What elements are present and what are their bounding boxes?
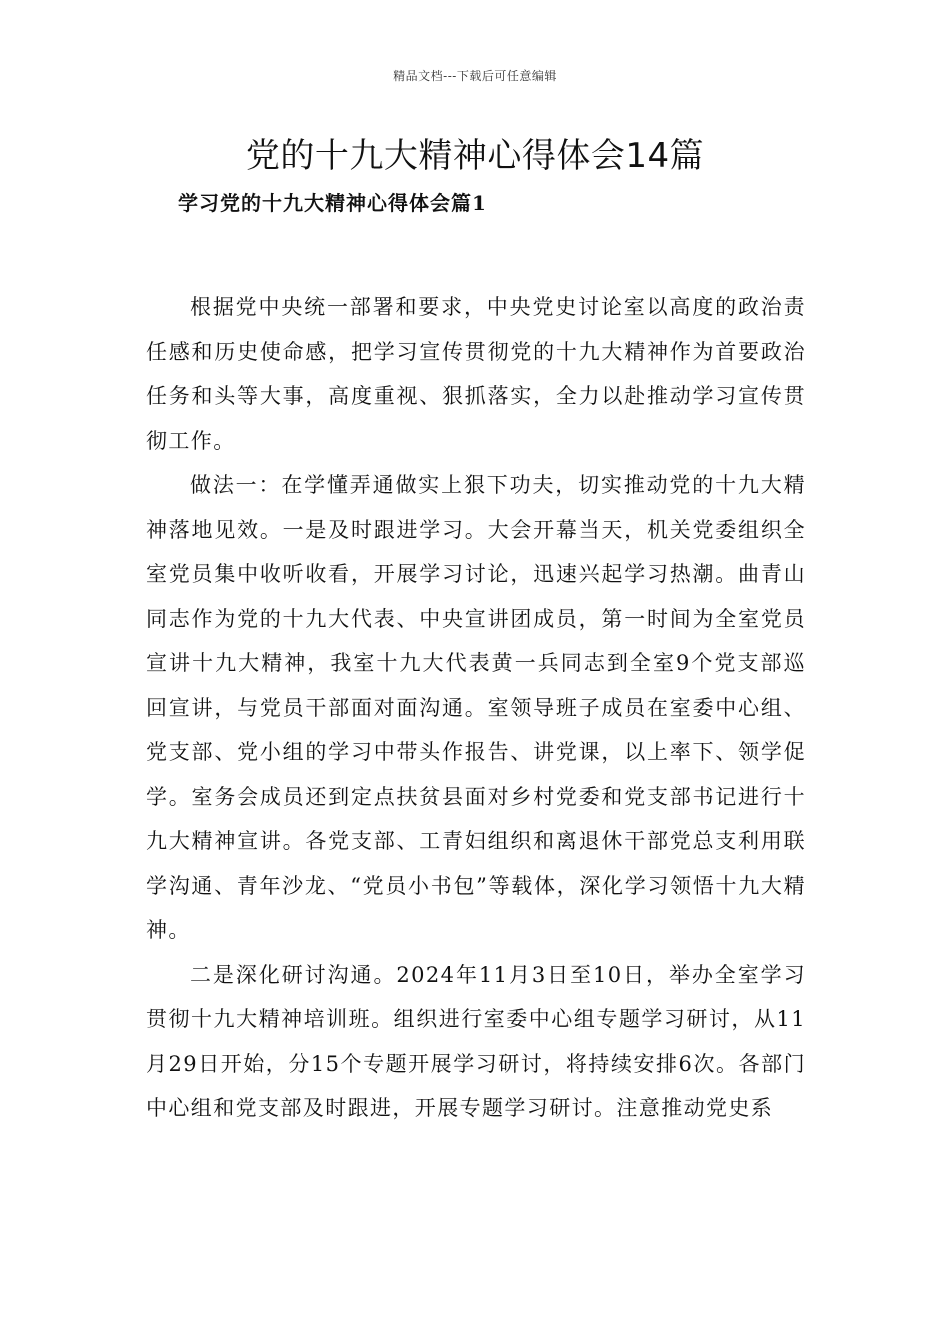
paragraph-1: 根据党中央统一部署和要求，中央党史讨论室以高度的政治责任感和历史使命感，把学习宣传贯彻党的十九大精神作为首要政治任务和头等大事，高度重视、狠抓落实，全力以赴推动学习宣传贯彻工作。 — [146, 295, 806, 453]
paragraph-3: 二是深化研讨沟通。2024年11月3日至10日，举办全室学习贯彻十九大精神培训班。组织进行室委中心组专题学习研讨，从11月29日开始，分15个专题开展学习研讨，将持续安排6次。各部门中心组和党支部及时跟进，开展专题学习研讨。注意推动党史系 — [146, 962, 806, 1120]
document-body — [146, 285, 806, 1131]
header-note: 精品文档---下载后可任意编辑 — [393, 69, 557, 83]
document-title: 党的十九大精神心得体会14篇 — [245, 136, 705, 176]
paragraph-2: 做法一：在学懂弄通做实上狠下功夫，切实推动党的十九大精神落地见效。一是及时跟进学习。大会开幕当天，机关党委组织全室党员集中收听收看，开展学习讨论，迅速兴起学习热潮。曲青山同志作为党的十九大代表、中央宣讲团成员，第一时间为全室党员宣讲十九大精神，我室十九大代表黄一兵同志到全室9个党支部巡回宣讲，与党员干部面对面沟通。室领导班子成员在室委中心组、党支部、党小组的学习中带头作报告、讲党课，以上率下、领学促学。室务会成员还到定点扶贫县面对乡村党委和党支部书记进行十九大精神宣讲。各党支部、工青妇组织和离退休干部党总支利用联学沟通、青年沙龙、“党员小书包”等载体，深化学习领悟十九大精神。 — [146, 473, 806, 942]
section-subtitle: 学习党的十九大精神心得体会篇1 — [178, 191, 487, 215]
